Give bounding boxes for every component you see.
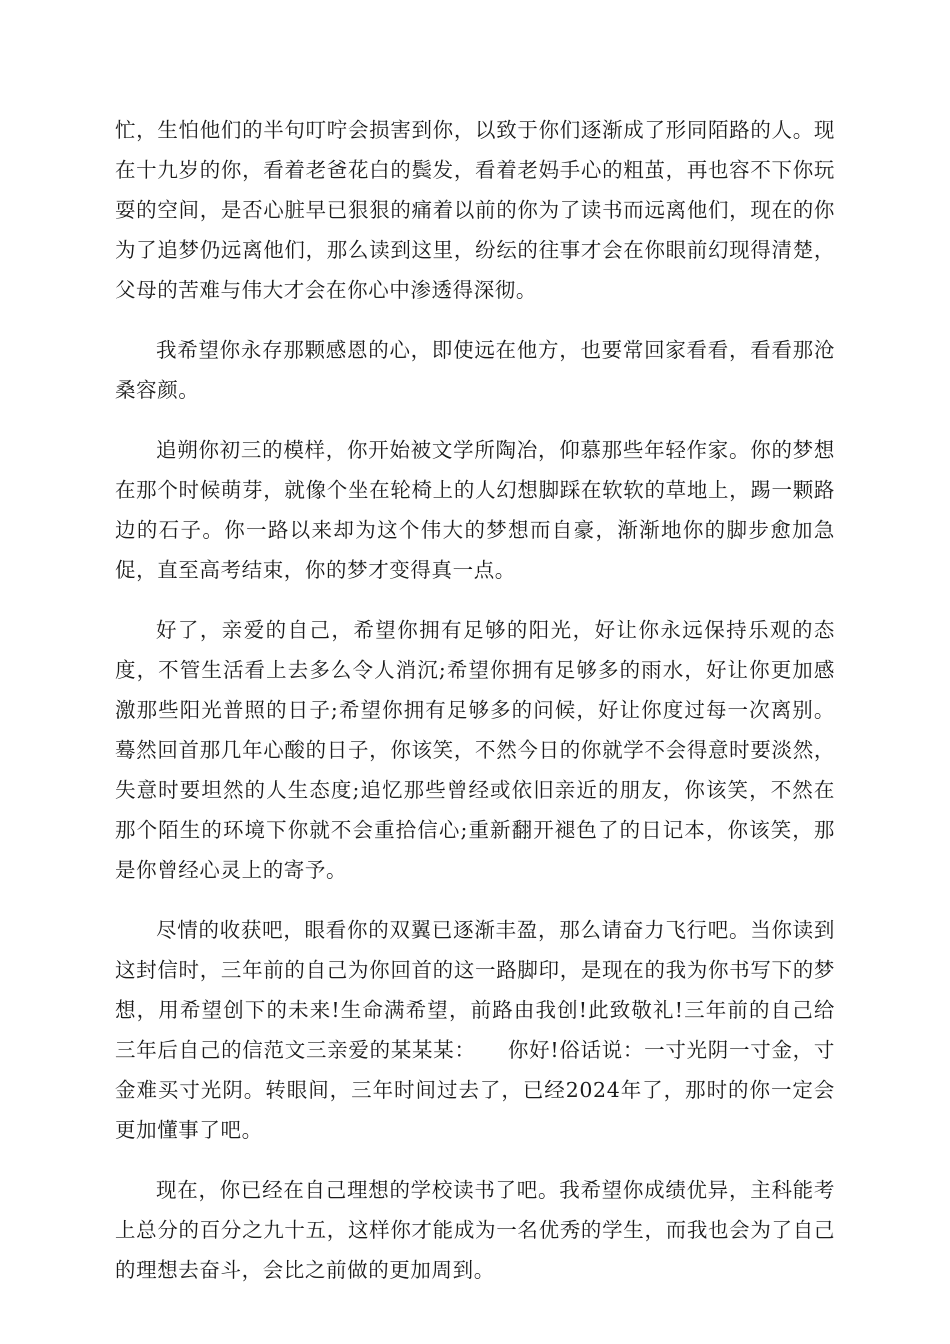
paragraph-3: 追朔你初三的模样，你开始被文学所陶冶，仰慕那些年轻作家。你的梦想在那个时候萌芽，就像个坐在轮椅上的人幻想脚踩在软软的草地上，踢一颗路边的石子。你一路以来却为这个伟大的梦想而自豪，渐渐地你的脚步愈加急促，直至高考结束，你的梦才变得真一点。 [115,438,835,582]
paragraph-2: 我希望你永存那颗感恩的心，即使远在他方，也要常回家看看，看看那沧桑容颜。 [115,338,835,402]
paragraph-6: 现在，你已经在自己理想的学校读书了吧。我希望你成绩优异，主科能考上总分的百分之九十五，这样你才能成为一名优秀的学生，而我也会为了自己的理想去奋斗，会比之前做的更加周到。 [115,1178,835,1282]
paragraph-1: 忙，生怕他们的半句叮咛会损害到你，以致于你们逐渐成了形同陌路的人。现在十九岁的你，看着老爸花白的鬓发，看着老妈手心的粗茧，再也容不下你玩耍的空间，是否心脏早已狠狠的痛着以前的你为了读书而远离他们，现在的你为了追梦仍远离他们，那么读到这里，纷纭的往事才会在你眼前幻现得清楚，父母的苦难与伟大才会在你心中渗透得深彻。 [115,118,835,302]
document-body [115,110,835,1310]
paragraph-5: 尽情的收获吧，眼看你的双翼已逐渐丰盈，那么请奋力飞行吧。当你读到这封信时，三年前的自己为你回首的这一路脚印，是现在的我为你书写下的梦想，用希望创下的未来!生命满希望，前路由我创!此致敬礼!三年前的自己给三年后自己的信范文三亲爱的某某某： 你好!俗话说：一寸光阴一寸金，寸金难买寸光阴。转眼间，三年时间过去了，已经2024年了，那时的你一定会更加懂事了吧。 [115,918,835,1142]
paragraph-4: 好了，亲爱的自己，希望你拥有足够的阳光，好让你永远保持乐观的态度，不管生活看上去多么令人消沉;希望你拥有足够多的雨水，好让你更加感激那些阳光普照的日子;希望你拥有足够多的问候，好让你度过每一次离别。蓦然回首那几年心酸的日子，你该笑，不然今日的你就学不会得意时要淡然，失意时要坦然的人生态度;追忆那些曾经或依旧亲近的朋友，你该笑，不然在那个陌生的环境下你就不会重拾信心;重新翻开褪色了的日记本，你该笑，那是你曾经心灵上的寄予。 [115,618,835,882]
